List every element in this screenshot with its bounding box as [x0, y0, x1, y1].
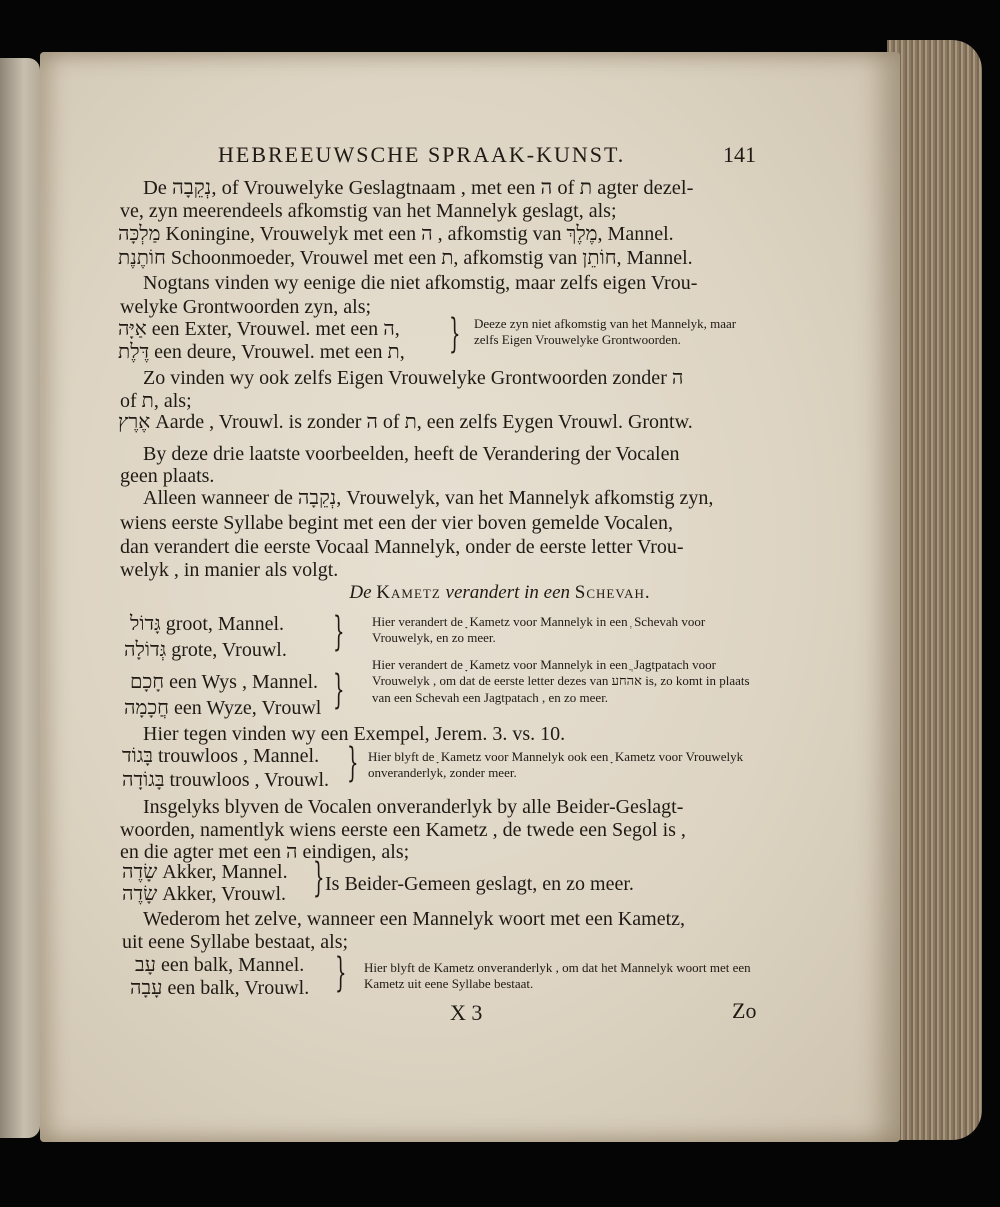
text-line: חֲכָמָה een Wyze, Vrouwl	[124, 697, 322, 719]
text-line: woorden, namentlyk wiens eerste een Kametz , de twede een Segol is ,	[120, 819, 686, 841]
heading-part: Kametz	[376, 582, 441, 603]
text-line: שָׂדֶה Akker, Vrouwl.	[122, 883, 287, 905]
text-line: Zo vinden wy ook zelfs Eigen Vrouwelyke Grontwoorden zonder ה	[143, 367, 684, 389]
text-line: חוֹתֶנֶת Schoonmoeder, Vrouwel met een ת, afkomstig van חוֹתֵן, Mannel.	[118, 247, 693, 269]
text-line: en die agter met een ה eindigen, als;	[120, 841, 410, 863]
text-line: Alleen wanneer de נְקֵבָה, Vrouwelyk, van het Mannelyk afkomstig zyn,	[143, 487, 714, 509]
side-note: Hier blyft de ָ Kametz voor Mannelyk ook een ָ Kametz voor Vrouwelyk onveranderlyk, zonder meer.	[368, 749, 744, 781]
text-line: uit eene Syllabe bestaat, als;	[122, 931, 349, 953]
text-line: דֶּלֶת een deure, Vrouwel. met een ת,	[118, 341, 405, 363]
brace: }	[312, 855, 325, 901]
text-line: אֶרֶץ Aarde , Vrouwl. is zonder ה of ת, een zelfs Eygen Vrouwl. Grontw.	[118, 411, 693, 433]
side-note: Hier verandert de ָ Kametz voor Mannelyk in een ֲ Jagtpatach voor Vrouwelyk , om dat de eerste letter dezes van אהחע is, zo komt in plaats van een Schevah een Jagtpatach , en zo meer.	[372, 657, 750, 705]
running-header: HEBREEUWSCHE SPRAAK-KUNST.	[218, 142, 626, 167]
brace: }	[332, 667, 345, 713]
side-note: Hier verandert de ָ Kametz voor Mannelyk in een ְ Schevah voor Vrouwelyk, en zo meer.	[372, 614, 706, 646]
text-line: welyk , in manier als volgt.	[120, 559, 339, 581]
page-number: 141	[723, 142, 756, 167]
text-line: ve, zyn meerendeels afkomstig van het Mannelyk geslagt, als;	[120, 200, 617, 222]
text-line: עָב een balk, Mannel.	[135, 954, 305, 976]
text-line: Insgelyks blyven de Vocalen onveranderlyk by alle Beider-Geslagt-	[143, 796, 684, 818]
text-line: מַלְכָּה Koningine, Vrouwelyk met een ה , afkomstig van מֶלֶךְ, Mannel.	[118, 223, 674, 245]
side-note: Is Beider-Gemeen geslagt, en zo meer.	[325, 873, 634, 895]
text-line: welyke Grontwoorden zyn, als;	[120, 296, 372, 318]
brace: }	[332, 609, 345, 655]
text-line: Hier tegen vinden wy een Exempel, Jerem. 3. vs. 10.	[143, 723, 566, 745]
heading-part: Schevah.	[574, 582, 651, 603]
side-note: Hier blyft de Kametz onveranderlyk , om dat het Mannelyk woort met een Kametz uit eene Syllabe bestaat.	[364, 960, 751, 992]
text-line: Nogtans vinden wy eenige die niet afkomstig, maar zelfs eigen Vrou-	[143, 272, 698, 294]
text-line: חָכָם een Wys , Mannel.	[130, 671, 319, 693]
text-line: of ת, als;	[120, 390, 192, 412]
brace: }	[448, 311, 461, 357]
text-line: De נְקֵבָה, of Vrouwelyke Geslagtnaam , met een ה of ת agter dezel-	[143, 177, 694, 199]
text-line: שָׂדֶה Akker, Mannel.	[122, 861, 288, 883]
text-line: By deze drie laatste voorbeelden, heeft de Verandering der Vocalen	[143, 443, 680, 465]
side-note: Deeze zyn niet afkomstig van het Mannelyk, maar zelfs Eigen Vrouwelyke Grontwoorden.	[474, 316, 737, 348]
text-line: אַיָּה een Exter, Vrouwel. met een ה,	[118, 318, 400, 340]
catchword: Zo	[732, 998, 757, 1023]
text-line: בָּגוֹדָה trouwloos , Vrouwl.	[122, 769, 330, 791]
text-line: Wederom het zelve, wanneer een Mannelyk woort met een Kametz,	[143, 908, 686, 930]
brace: }	[334, 950, 347, 996]
text-line: geen plaats.	[120, 465, 215, 487]
heading-part: verandert in een	[440, 582, 575, 603]
text-line: עָבָה een balk, Vrouwl.	[130, 977, 310, 999]
text-line: בָּגוֹד trouwloos , Mannel.	[122, 745, 320, 767]
text-line: גָּדוֹל groot, Mannel.	[130, 613, 285, 635]
text-line: wiens eerste Syllabe begint met een der vier boven gemelde Vocalen,	[120, 512, 673, 534]
section-heading	[0, 582, 1000, 604]
text-line: גְּדוֹלָה grote, Vrouwl.	[124, 639, 287, 661]
text-line: dan verandert die eerste Vocaal Mannelyk, onder de eerste letter Vrou-	[120, 536, 684, 558]
heading-part: De	[349, 582, 377, 603]
signature-mark: X 3	[450, 1000, 483, 1025]
brace: }	[346, 740, 359, 786]
